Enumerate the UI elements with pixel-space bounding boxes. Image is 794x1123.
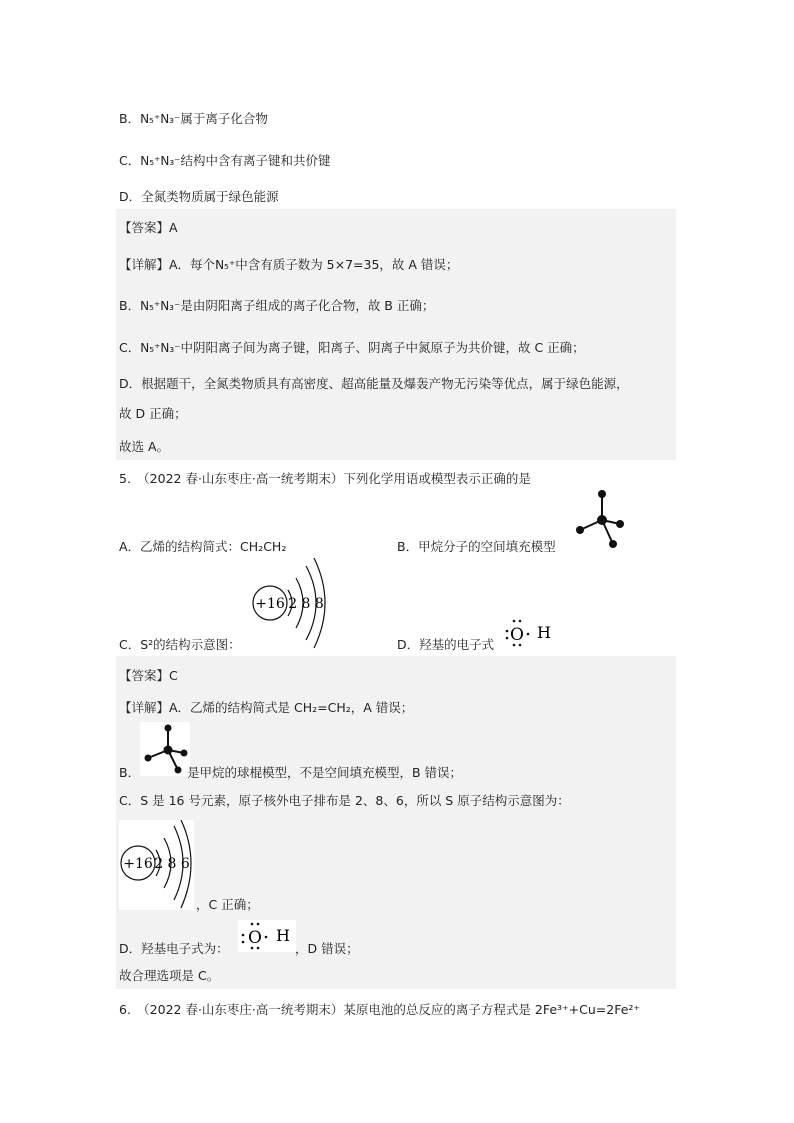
formula: N₅⁺N₃⁻: [140, 341, 181, 355]
q4-detail-d2: 故 D 正确；: [119, 406, 187, 421]
formula: N₅⁺: [215, 258, 236, 272]
text: 中含有质子数为 5×7=35，故 A 错误；: [235, 257, 459, 272]
q6-stem: 6. （2022 春·山东枣庄·高一统考期末）某原电池的总反应的离子方程式是 2Fe³⁺+Cu=2Fe²⁺: [119, 1002, 640, 1017]
option-text: 结构中含有离子键和共价键: [180, 153, 331, 168]
text: 是由阴阳离子组成的离子化合物，故 B 正确；: [180, 298, 435, 313]
formula: N₅⁺N₃⁻: [140, 299, 181, 313]
formula: N₅⁺N₃⁻: [140, 154, 181, 168]
q4-conclusion: 故选 A。: [119, 439, 170, 454]
q5-detail-c-post: ，C 正确；: [196, 897, 259, 912]
hydroxyl-electron-formula-detail: [238, 920, 296, 952]
q5-detail-b-prefix: B．: [119, 765, 141, 780]
electron-shells-label: 2 8 8: [288, 596, 324, 612]
text: 【详解】A．每个: [119, 257, 216, 272]
nucleus-label: +16: [255, 596, 285, 612]
sulfur-atom-structure-diagram: [119, 820, 194, 910]
text: C．: [119, 340, 141, 355]
q4-detail-b: [119, 296, 434, 314]
q5-detail-d: ，D 错误；: [295, 941, 359, 956]
q4-detail-a: [119, 255, 458, 273]
q4-detail-d1: D．根据题干，全氮类物质具有高密度、超高能量及爆轰产物无污染等优点，属于绿色能源，: [119, 376, 629, 391]
q4-option-d: D．全氮类物质属于绿色能源: [119, 189, 279, 204]
q5-option-a: A．乙烯的结构简式：CH₂CH₂: [119, 539, 287, 554]
q4-answer: 【答案】A: [119, 220, 178, 235]
oxygen-symbol: O: [510, 625, 524, 645]
oxygen-symbol: O: [248, 928, 262, 948]
q5-detail-a: 【详解】A．乙烯的结构简式是 CH₂=CH₂，A 错误；: [119, 700, 414, 715]
q5-stem: 5. （2022 春·山东枣庄·高一统考期末）下列化学用语或模型表示正确的是: [119, 471, 531, 486]
text: B．: [119, 298, 141, 313]
nucleus-label: +16: [123, 856, 153, 872]
q5-option-d: D．羟基的电子式: [397, 637, 495, 652]
q5-option-c: C．S²的结构示意图：: [119, 637, 241, 652]
hydroxyl-electron-formula: [502, 617, 560, 649]
q5-detail-c: C．S 是 16 号元素，原子核外电子排布是 2、8、6，所以 S 原子结构示意图为：: [119, 793, 570, 808]
formula: N₅⁺N₃⁻: [140, 112, 181, 126]
electron-shells-label: 2 8 6: [154, 856, 190, 872]
q4-detail-c: [119, 338, 585, 356]
hydrogen-symbol: H: [537, 623, 551, 642]
option-prefix: B．: [119, 111, 141, 126]
option-text: 属于离子化合物: [180, 111, 268, 126]
q5-answer: 【答案】C: [119, 668, 178, 683]
q5-detail-b: 是甲烷的球棍模型，不是空间填充模型，B 错误；: [187, 765, 463, 780]
sulfur-ion-structure-diagram: [248, 556, 334, 650]
q4-answer-block: [116, 209, 676, 460]
q5-detail-d-prefix: D．羟基电子式为：: [119, 941, 229, 956]
q5-conclusion: 故合理选项是 C。: [119, 968, 220, 983]
methane-ball-stick-model: [570, 487, 630, 553]
methane-ball-stick-model-small: [140, 722, 190, 776]
q5-option-b: B．甲烷分子的空间填充模型: [397, 539, 556, 554]
hydrogen-symbol: H: [276, 926, 290, 945]
text: 中阴阳离子间为离子键，阳离子、阴离子中氮原子为共价键，故 C 正确；: [180, 340, 585, 355]
q4-option-c: [119, 151, 331, 169]
q4-option-b: [119, 109, 268, 127]
option-prefix: C．: [119, 153, 141, 168]
